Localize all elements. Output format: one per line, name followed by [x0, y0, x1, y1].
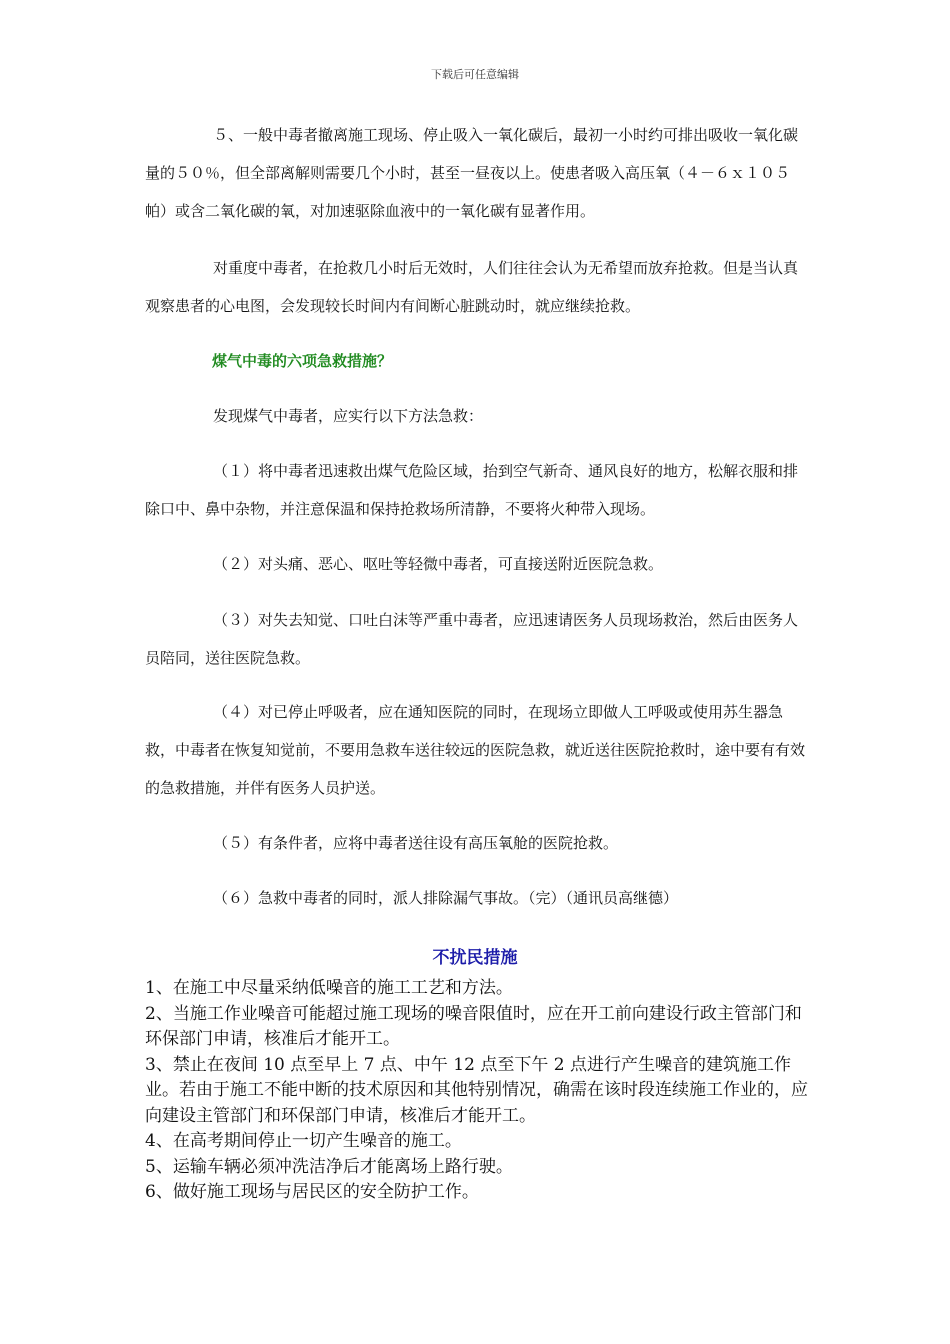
section-heading: 煤气中毒的六项急救措施？: [212, 352, 393, 370]
step-text: （３）对失去知觉、口吐白沫等严重中毒者，应迅速请医务人员现场救治，然后由医务人员陪同，送往医院急救。: [145, 611, 799, 667]
page-header: 下载后可任意编辑: [431, 68, 519, 81]
step-6: [145, 879, 805, 917]
paragraph-co-clearance: [145, 116, 805, 230]
measure-item: 5、运输车辆必须冲洗洁净后才能离场上路行驶。: [145, 1156, 513, 1177]
step-3: [145, 601, 805, 677]
step-text: （２）对头痛、恶心、呕吐等轻微中毒者，可直接送附近医院急救。: [213, 555, 664, 573]
step-text: （５）有条件者，应将中毒者送往设有高压氧舱的医院抢救。: [213, 834, 619, 852]
step-1: [145, 452, 805, 528]
step-4: [145, 693, 805, 807]
measure-item: 3、禁止在夜间 10 点至早上 7 点、中午 12 点至下午 2 点进行产生噪音的建筑施工作业。若由于施工不能中断的技术原因和其他特别情况，确需在该时段连续施工作业的，应向建设主管部门和环保部门申请，核准后才能开工。: [145, 1054, 808, 1126]
step-2: [145, 545, 805, 583]
measure-item: 2、当施工作业噪音可能超过施工现场的噪音限值时，应在开工前向建设行政主管部门和环保部门申请，核准后才能开工。: [145, 1003, 802, 1049]
intro-paragraph: [145, 397, 805, 435]
measures-list: [145, 976, 810, 1206]
paragraph-severe-poisoning: [145, 249, 805, 325]
step-5: [145, 824, 805, 862]
step-text: （６）急救中毒者的同时，派人排除漏气事故。（完）（通讯员高继德）: [213, 889, 679, 907]
measure-item: 6、做好施工现场与居民区的安全防护工作。: [145, 1182, 479, 1202]
paragraph-text: ５、一般中毒者撤离施工现场、停止吸入一氧化碳后，最初一小时约可排出吸收一氧化碳量的５０％，但全部离解则需要几个小时，甚至一昼夜以上。使患者吸入高压氧（４－６ｘ１０５帕）或含二氧化碳的氧，对加速驱除血液中的一氧化碳有显著作用。: [145, 126, 799, 220]
measure-item: 1、在施工中尽量采纳低噪音的施工工艺和方法。: [145, 978, 513, 998]
paragraph-text: 发现煤气中毒者，应实行以下方法急救：: [213, 407, 484, 425]
step-text: （４）对已停止呼吸者，应在通知医院的同时，在现场立即做人工呼吸或使用苏生器急救，中毒者在恢复知觉前，不要用急救车送往较远的医院急救，就近送往医院抢救时，途中要有有效的急救措施，并伴有医务人员护送。: [145, 703, 806, 797]
step-text: （１）将中毒者迅速救出煤气危险区域，抬到空气新奇、通风良好的地方，松解衣服和排除口中、鼻中杂物，并注意保温和保持抢救场所清静，不要将火种带入现场。: [145, 462, 799, 518]
measures-title: 不扰民措施: [432, 948, 518, 968]
measure-item: 4、在高考期间停止一切产生噪音的施工。: [145, 1131, 462, 1151]
paragraph-text: 对重度中毒者，在抢救几小时后无效时，人们往往会认为无希望而放弃抢救。但是当认真观察患者的心电图，会发现较长时间内有间断心脏跳动时，就应继续抢救。: [145, 259, 799, 315]
